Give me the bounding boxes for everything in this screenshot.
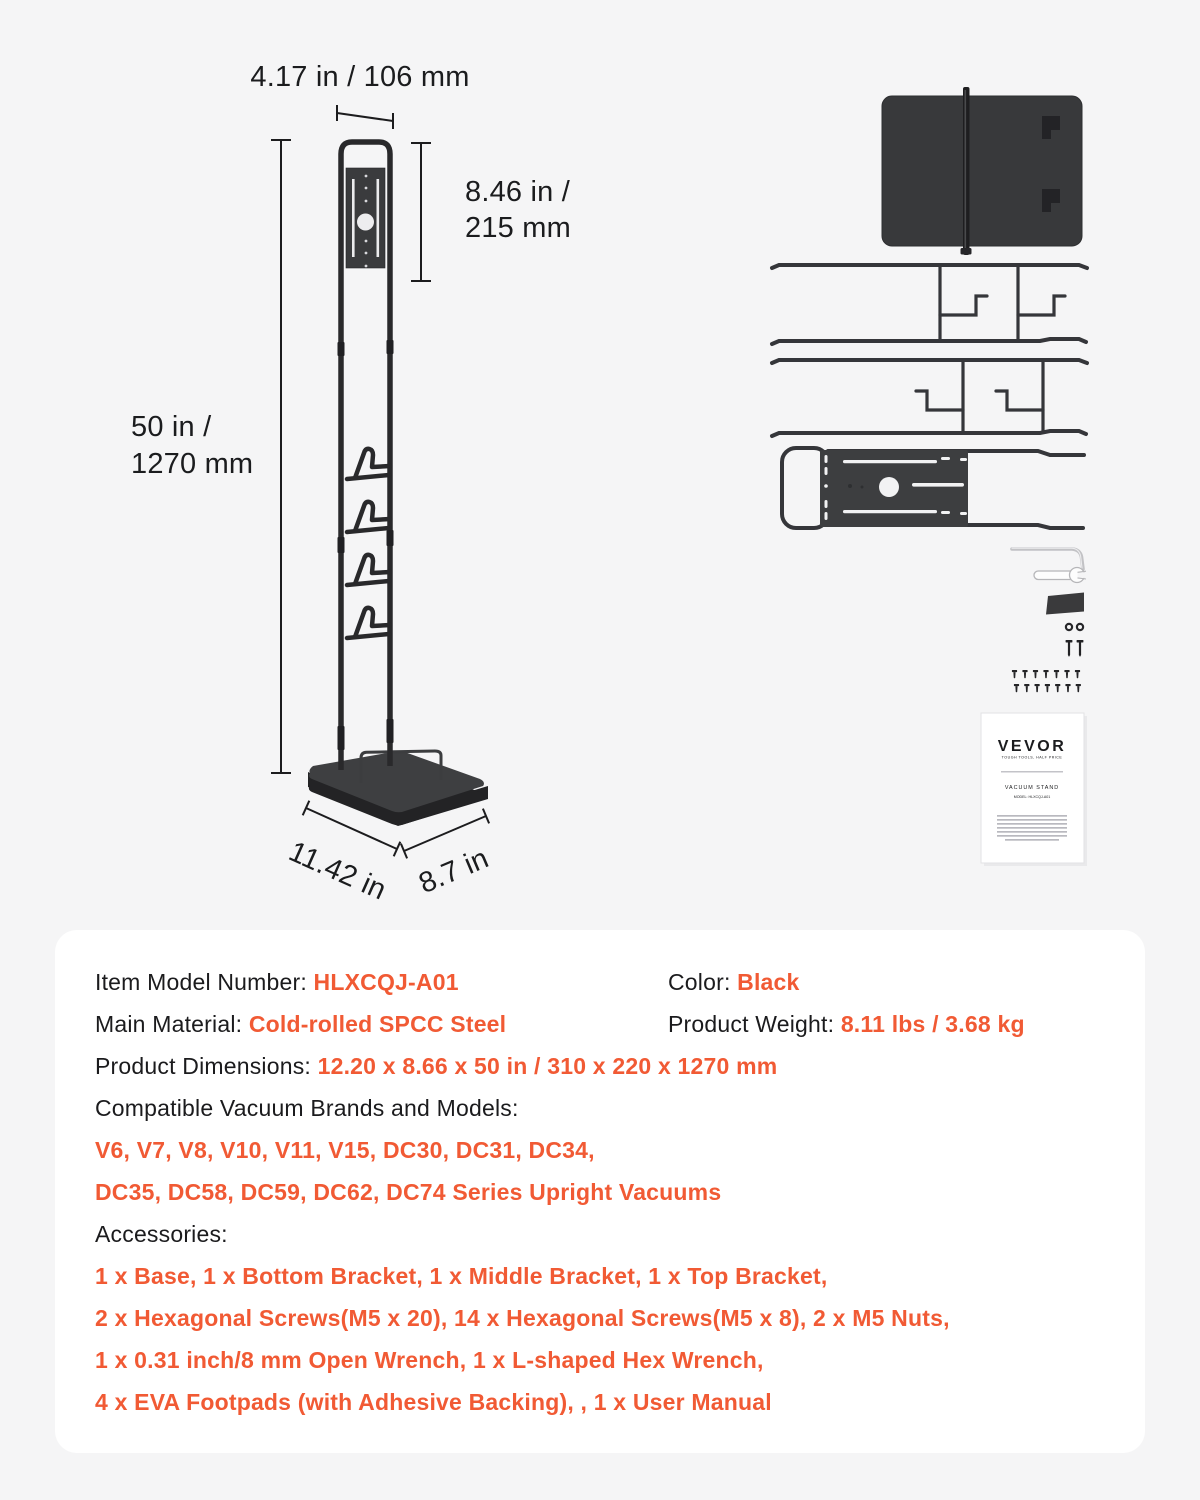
material-value: Cold-rolled SPCC Steel <box>248 1010 507 1037</box>
spec-row-compatible-models-2 <box>95 1171 1105 1213</box>
parts-figure <box>772 87 1090 866</box>
base-width-dimension-label: 8.7 in <box>414 842 494 901</box>
compatible-models-line1: V6, V7, V8, V10, V11, V15, DC30, DC31, DC34, <box>95 1136 595 1163</box>
spec-row-accessories-4 <box>95 1381 1105 1423</box>
spec-row-accessories-2 <box>95 1297 1105 1339</box>
accessories-line3: 1 x 0.31 inch/8 mm Open Wrench, 1 x L-shaped Hex Wrench, <box>95 1346 764 1373</box>
base-depth-dimension-label: 11.42 in <box>284 835 391 907</box>
spec-row-accessories-3 <box>95 1339 1105 1381</box>
weight-value: 8.11 lbs / 3.68 kg <box>840 1010 1025 1037</box>
manual-product-title: VACUUM STAND <box>1004 785 1060 791</box>
accessories-line4: 4 x EVA Footpads (with Adhesive Backing), , 1 x User Manual <box>95 1388 772 1415</box>
accessory-hooks <box>347 449 390 638</box>
spec-row-compatible-models-1 <box>95 1129 1105 1171</box>
total-height-dimension-label-line2: 1270 mm <box>131 448 254 480</box>
base-plate-part <box>882 87 1082 255</box>
material-label: Main Material: <box>95 1010 249 1037</box>
eva-footpads <box>1046 593 1084 615</box>
accessories-line1: 1 x Base, 1 x Bottom Bracket, 1 x Middle Bracket, 1 x Top Bracket, <box>95 1262 828 1289</box>
manual-model-line: MODEL: HLXCQJ-A01 <box>1013 795 1051 799</box>
top-width-dimension-label: 4.17 in / 106 mm <box>250 61 470 93</box>
long-screws <box>1066 640 1084 657</box>
user-manual <box>981 713 1087 866</box>
dimensions-value: 12.20 x 8.66 x 50 in / 310 x 220 x 1270 mm <box>317 1052 778 1079</box>
middle-bracket-part <box>772 360 1087 436</box>
total-height-dimension-label-line1: 50 in / <box>131 411 212 443</box>
manual-brand-logo: VEVOR <box>997 738 1067 755</box>
top-bracket-part <box>782 448 1084 528</box>
spec-row-accessories-heading <box>95 1213 1105 1255</box>
open-wrench <box>1034 568 1090 583</box>
hex-wrench <box>1012 548 1083 569</box>
bracket-height-dimension-label-line2: 215 mm <box>465 212 571 244</box>
spec-row-accessories-1 <box>95 1255 1105 1297</box>
spec-row-compatible-heading <box>95 1087 1105 1129</box>
weight-label: Product Weight: <box>668 1010 841 1037</box>
compatible-label: Compatible Vacuum Brands and Models: <box>95 1094 519 1121</box>
color-value: Black <box>737 968 800 995</box>
spec-row-material-weight <box>95 1003 1105 1045</box>
bottom-bracket-part <box>772 265 1087 344</box>
model-number-label: Item Model Number: <box>95 968 314 995</box>
manual-tagline: TOUGH TOOLS, HALF PRICE <box>1001 755 1063 760</box>
bracket-height-dimension-label-line1: 8.46 in / <box>465 176 570 208</box>
spec-row-dimensions <box>95 1045 1105 1087</box>
dimensions-label: Product Dimensions: <box>95 1052 318 1079</box>
spec-card <box>55 930 1145 1453</box>
small-screws <box>1012 670 1081 692</box>
accessories-line2: 2 x Hexagonal Screws(M5 x 20), 14 x Hexagonal Screws(M5 x 8), 2 x M5 Nuts, <box>95 1304 950 1331</box>
compatible-models-line2: DC35, DC58, DC59, DC62, DC74 Series Upright Vacuums <box>95 1178 722 1205</box>
spec-row-model-color <box>95 961 1105 1003</box>
accessories-label: Accessories: <box>95 1220 228 1247</box>
vacuum-stand-drawing <box>308 142 488 826</box>
model-number-value: HLXCQJ-A01 <box>313 968 459 995</box>
color-label: Color: <box>668 968 738 995</box>
spec-card-content <box>55 930 1145 1423</box>
m5-nuts <box>1066 624 1083 630</box>
stand-dimension-figure <box>131 61 571 907</box>
